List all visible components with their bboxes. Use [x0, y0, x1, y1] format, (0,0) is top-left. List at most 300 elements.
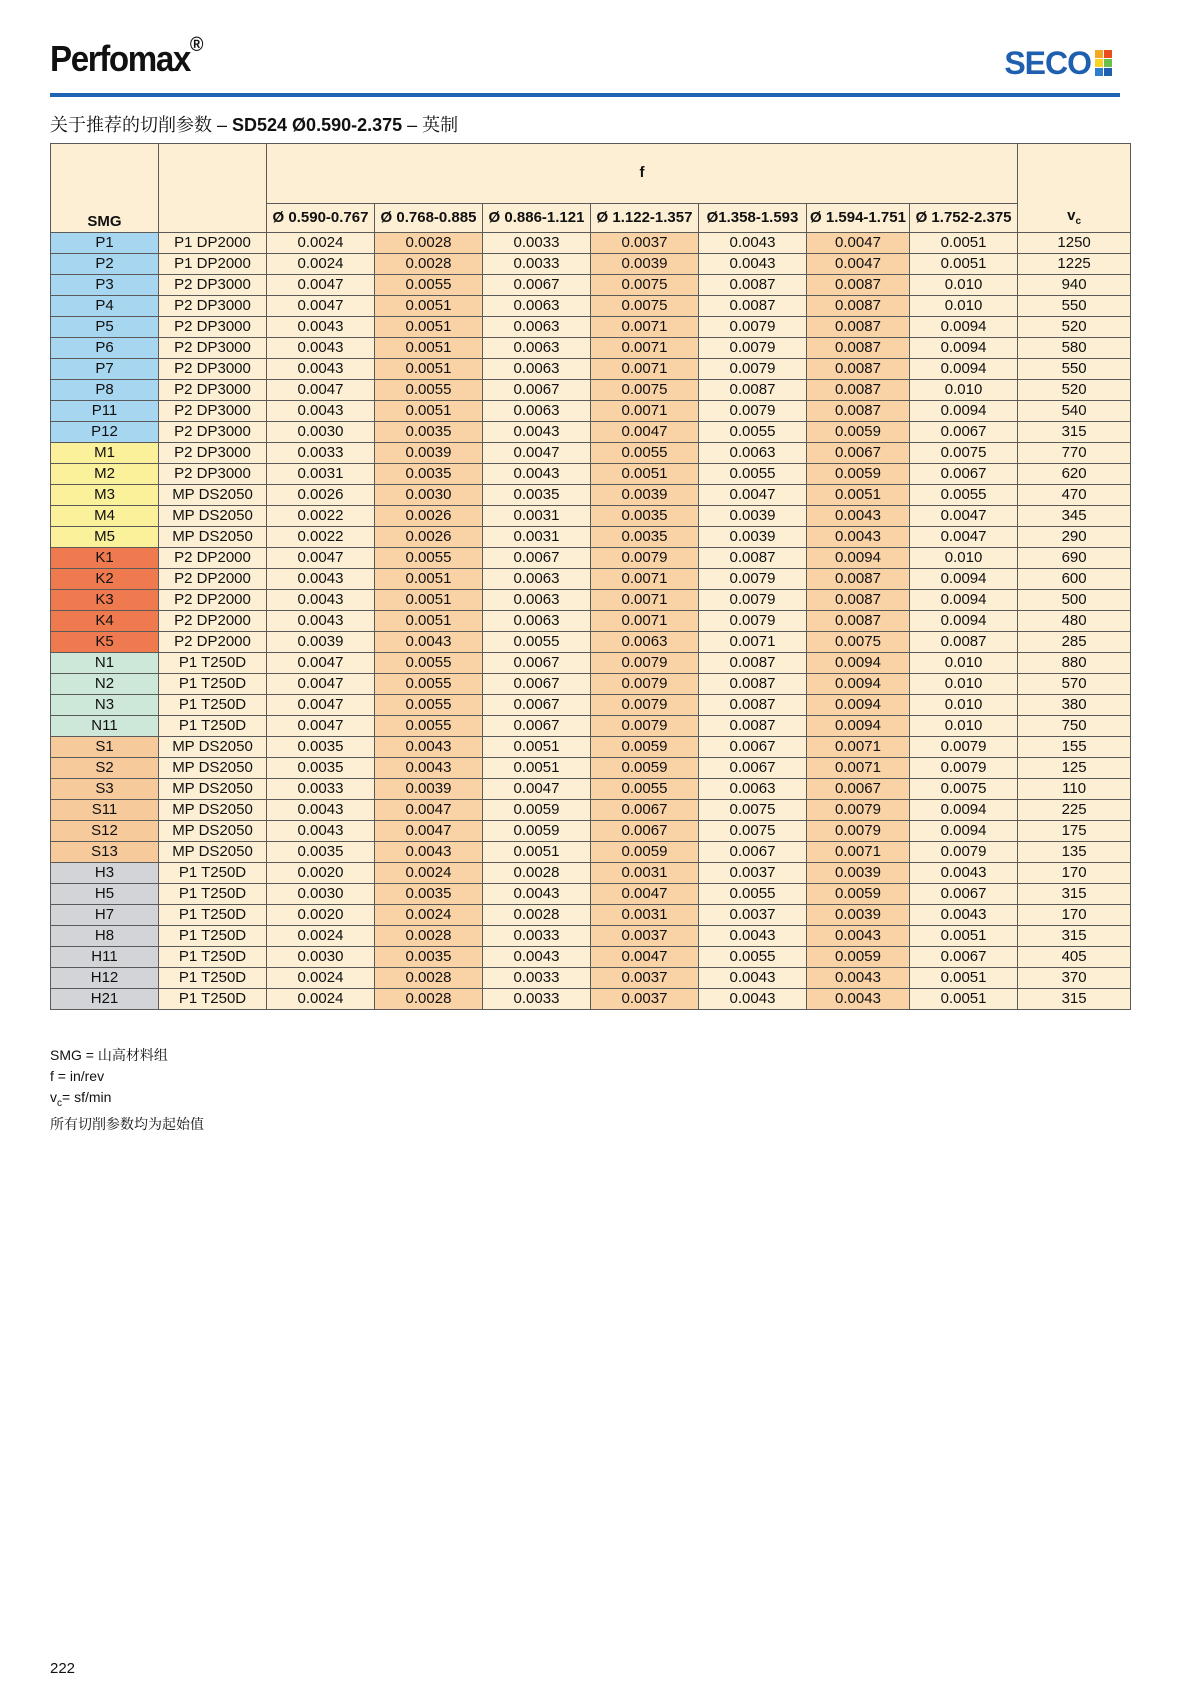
feed-cell: 0.0028 — [375, 254, 483, 275]
feed-cell: 0.0047 — [591, 947, 699, 968]
vc-cell: 550 — [1018, 296, 1131, 317]
feed-cell: 0.0039 — [591, 485, 699, 506]
feed-cell: 0.0039 — [375, 779, 483, 800]
feed-cell: 0.0059 — [591, 758, 699, 779]
feed-cell: 0.0071 — [591, 401, 699, 422]
vc-cell: 520 — [1018, 380, 1131, 401]
diameter-header: Ø 1.752-2.375 — [910, 203, 1018, 232]
feed-cell: 0.0051 — [910, 254, 1018, 275]
logo-block — [1095, 59, 1103, 67]
feed-cell: 0.0024 — [267, 989, 375, 1010]
smg-header: SMG — [51, 144, 159, 233]
feed-cell: 0.0035 — [267, 758, 375, 779]
smg-cell: K5 — [51, 632, 159, 653]
feed-cell: 0.0043 — [375, 842, 483, 863]
feed-cell: 0.0055 — [375, 653, 483, 674]
feed-cell: 0.0022 — [267, 527, 375, 548]
smg-cell: P4 — [51, 296, 159, 317]
smg-cell: P3 — [51, 275, 159, 296]
vc-cell: 175 — [1018, 821, 1131, 842]
feed-cell: 0.0079 — [699, 401, 807, 422]
feed-cell: 0.0071 — [807, 758, 910, 779]
vc-cell: 370 — [1018, 968, 1131, 989]
table-row — [51, 926, 1131, 947]
feed-cell: 0.0043 — [699, 968, 807, 989]
feed-cell: 0.0079 — [591, 548, 699, 569]
feed-cell: 0.0033 — [483, 968, 591, 989]
feed-cell: 0.0037 — [591, 968, 699, 989]
feed-cell: 0.010 — [910, 674, 1018, 695]
feed-cell: 0.0043 — [483, 464, 591, 485]
feed-cell: 0.0059 — [483, 821, 591, 842]
feed-cell: 0.0037 — [591, 926, 699, 947]
vc-cell: 580 — [1018, 338, 1131, 359]
grade-cell: P2 DP2000 — [159, 632, 267, 653]
feed-cell: 0.0075 — [699, 800, 807, 821]
grade-cell: MP DS2050 — [159, 758, 267, 779]
feed-cell: 0.0031 — [267, 464, 375, 485]
grade-cell: P2 DP2000 — [159, 548, 267, 569]
feed-cell: 0.0028 — [375, 968, 483, 989]
feed-cell: 0.0079 — [699, 338, 807, 359]
feed-cell: 0.0063 — [483, 401, 591, 422]
feed-cell: 0.0063 — [483, 611, 591, 632]
feed-cell: 0.0047 — [375, 821, 483, 842]
feed-cell: 0.0043 — [807, 926, 910, 947]
feed-cell: 0.0059 — [807, 464, 910, 485]
feed-cell: 0.0075 — [591, 380, 699, 401]
grade-cell: P1 T250D — [159, 674, 267, 695]
smg-cell: K3 — [51, 590, 159, 611]
note-smg: SMG = 山高材料组 — [50, 1047, 168, 1063]
feed-cell: 0.0026 — [375, 527, 483, 548]
diameter-header: Ø 0.886-1.121 — [483, 203, 591, 232]
vc-cell: 620 — [1018, 464, 1131, 485]
table-row — [51, 632, 1131, 653]
table-row — [51, 422, 1131, 443]
feed-cell: 0.0079 — [699, 359, 807, 380]
feed-cell: 0.0043 — [807, 527, 910, 548]
feed-cell: 0.0047 — [375, 800, 483, 821]
grade-cell: P1 T250D — [159, 989, 267, 1010]
diameter-header: Ø 0.768-0.885 — [375, 203, 483, 232]
smg-cell: N3 — [51, 695, 159, 716]
feed-cell: 0.0024 — [375, 905, 483, 926]
feed-cell: 0.0087 — [807, 569, 910, 590]
feed-cell: 0.0051 — [483, 842, 591, 863]
smg-cell: P5 — [51, 317, 159, 338]
feed-cell: 0.0039 — [699, 527, 807, 548]
feed-cell: 0.0026 — [375, 506, 483, 527]
table-row — [51, 254, 1131, 275]
grade-cell: MP DS2050 — [159, 527, 267, 548]
feed-cell: 0.0067 — [910, 464, 1018, 485]
feed-cell: 0.0043 — [267, 821, 375, 842]
smg-cell: K4 — [51, 611, 159, 632]
feed-cell: 0.0059 — [807, 422, 910, 443]
feed-cell: 0.0087 — [910, 632, 1018, 653]
header-rule — [50, 93, 1120, 97]
feed-cell: 0.0043 — [267, 401, 375, 422]
grade-cell: P1 DP2000 — [159, 233, 267, 254]
feed-cell: 0.0079 — [699, 590, 807, 611]
feed-cell: 0.0024 — [267, 233, 375, 254]
feed-cell: 0.0094 — [910, 590, 1018, 611]
feed-cell: 0.0028 — [483, 905, 591, 926]
vc-cell: 750 — [1018, 716, 1131, 737]
feed-cell: 0.0063 — [483, 296, 591, 317]
feed-cell: 0.010 — [910, 548, 1018, 569]
smg-cell: N1 — [51, 653, 159, 674]
smg-cell: H3 — [51, 863, 159, 884]
grade-cell: P2 DP2000 — [159, 569, 267, 590]
feed-cell: 0.0059 — [591, 842, 699, 863]
vc-cell: 315 — [1018, 926, 1131, 947]
grade-cell: P2 DP3000 — [159, 422, 267, 443]
feed-cell: 0.0047 — [483, 779, 591, 800]
feed-cell: 0.0043 — [267, 317, 375, 338]
grade-cell: P1 T250D — [159, 968, 267, 989]
page-header — [50, 34, 1120, 98]
feed-cell: 0.0033 — [483, 989, 591, 1010]
feed-cell: 0.0087 — [699, 296, 807, 317]
feed-cell: 0.0067 — [483, 548, 591, 569]
feed-cell: 0.0067 — [910, 422, 1018, 443]
feed-cell: 0.0047 — [267, 380, 375, 401]
feed-cell: 0.0067 — [910, 884, 1018, 905]
feed-cell: 0.0030 — [267, 884, 375, 905]
logo-text: SECO — [1004, 44, 1091, 81]
feed-cell: 0.0094 — [910, 611, 1018, 632]
feed-cell: 0.0075 — [591, 275, 699, 296]
feed-cell: 0.0055 — [699, 947, 807, 968]
feed-cell: 0.0035 — [591, 506, 699, 527]
grade-cell: P2 DP3000 — [159, 317, 267, 338]
feed-cell: 0.0037 — [699, 863, 807, 884]
smg-cell: H7 — [51, 905, 159, 926]
feed-cell: 0.0055 — [591, 779, 699, 800]
feed-cell: 0.0067 — [483, 653, 591, 674]
table-row — [51, 443, 1131, 464]
logo-color-blocks — [1095, 50, 1112, 76]
feed-cell: 0.0087 — [807, 611, 910, 632]
table-row — [51, 863, 1131, 884]
table-row — [51, 989, 1131, 1010]
feed-cell: 0.0039 — [807, 863, 910, 884]
feed-cell: 0.0043 — [910, 863, 1018, 884]
table-row — [51, 590, 1131, 611]
logo-block — [1104, 68, 1112, 76]
feed-cell: 0.0043 — [375, 737, 483, 758]
feed-cell: 0.0047 — [591, 422, 699, 443]
feed-cell: 0.0051 — [483, 737, 591, 758]
feed-cell: 0.0055 — [375, 716, 483, 737]
feed-cell: 0.0035 — [375, 947, 483, 968]
feed-cell: 0.0043 — [699, 926, 807, 947]
vc-cell: 225 — [1018, 800, 1131, 821]
feed-cell: 0.0087 — [807, 401, 910, 422]
feed-cell: 0.0047 — [267, 695, 375, 716]
feed-cell: 0.0067 — [910, 947, 1018, 968]
grade-cell: MP DS2050 — [159, 800, 267, 821]
feed-cell: 0.0071 — [591, 317, 699, 338]
table-row — [51, 653, 1131, 674]
table-row — [51, 359, 1131, 380]
table-row — [51, 401, 1131, 422]
feed-cell: 0.0047 — [910, 506, 1018, 527]
grade-header — [159, 144, 267, 233]
feed-cell: 0.0067 — [807, 779, 910, 800]
feed-cell: 0.0051 — [375, 317, 483, 338]
note-f: f = in/rev — [50, 1068, 105, 1084]
feed-cell: 0.0071 — [591, 359, 699, 380]
grade-cell: P2 DP3000 — [159, 338, 267, 359]
vc-cell: 480 — [1018, 611, 1131, 632]
vc-cell: 315 — [1018, 884, 1131, 905]
grade-cell: P1 T250D — [159, 905, 267, 926]
feed-cell: 0.0063 — [483, 338, 591, 359]
note-vc: $v_c= sf/\min$ — [50, 1089, 112, 1109]
feed-cell: 0.0087 — [699, 716, 807, 737]
feed-cell: 0.010 — [910, 380, 1018, 401]
feed-cell: 0.0037 — [699, 905, 807, 926]
grade-cell: P2 DP3000 — [159, 380, 267, 401]
vc-cell: 570 — [1018, 674, 1131, 695]
feed-cell: 0.0059 — [807, 947, 910, 968]
feed-cell: 0.0051 — [807, 485, 910, 506]
feed-cell: 0.0043 — [267, 569, 375, 590]
feed-cell: 0.0094 — [910, 317, 1018, 338]
feed-cell: 0.0075 — [910, 779, 1018, 800]
feed-cell: 0.0039 — [699, 506, 807, 527]
feed-cell: 0.0094 — [910, 359, 1018, 380]
feed-cell: 0.0035 — [591, 527, 699, 548]
table-row — [51, 800, 1131, 821]
feed-cell: 0.0059 — [807, 884, 910, 905]
grade-cell: P1 T250D — [159, 863, 267, 884]
grade-cell: P2 DP3000 — [159, 464, 267, 485]
feed-cell: 0.0079 — [699, 317, 807, 338]
smg-cell: P11 — [51, 401, 159, 422]
feed-cell: 0.0051 — [375, 401, 483, 422]
feed-cell: 0.0059 — [591, 737, 699, 758]
feed-cell: 0.0022 — [267, 506, 375, 527]
table-row — [51, 485, 1131, 506]
grade-cell: P1 T250D — [159, 947, 267, 968]
feed-cell: 0.0067 — [591, 800, 699, 821]
note-start-values: 所有切削参数均为起始值 — [50, 1115, 204, 1132]
feed-cell: 0.0031 — [591, 863, 699, 884]
feed-cell: 0.0047 — [267, 716, 375, 737]
feed-cell: 0.0063 — [483, 590, 591, 611]
grade-cell: P1 DP2000 — [159, 254, 267, 275]
grade-cell: P2 DP3000 — [159, 443, 267, 464]
smg-cell: N11 — [51, 716, 159, 737]
feed-cell: 0.0047 — [267, 548, 375, 569]
feed-cell: 0.0051 — [375, 338, 483, 359]
feed-cell: 0.0087 — [807, 275, 910, 296]
feed-cell: 0.0059 — [483, 800, 591, 821]
feed-cell: 0.0037 — [591, 233, 699, 254]
feed-cell: 0.0087 — [699, 380, 807, 401]
feed-cell: 0.0055 — [375, 674, 483, 695]
feed-cell: 0.0043 — [483, 884, 591, 905]
feed-cell: 0.0067 — [483, 674, 591, 695]
feed-cell: 0.0055 — [375, 380, 483, 401]
feed-cell: 0.0051 — [375, 569, 483, 590]
feed-cell: 0.0094 — [910, 569, 1018, 590]
feed-cell: 0.0043 — [699, 254, 807, 275]
feed-cell: 0.0020 — [267, 905, 375, 926]
vc-cell: 500 — [1018, 590, 1131, 611]
feed-cell: 0.0087 — [699, 653, 807, 674]
smg-cell: N2 — [51, 674, 159, 695]
feed-cell: 0.0079 — [910, 737, 1018, 758]
feed-cell: 0.0047 — [807, 233, 910, 254]
feed-cell: 0.0055 — [375, 275, 483, 296]
feed-cell: 0.0035 — [375, 464, 483, 485]
smg-cell: M2 — [51, 464, 159, 485]
feed-cell: 0.010 — [910, 296, 1018, 317]
vc-cell: 1225 — [1018, 254, 1131, 275]
feed-cell: 0.0043 — [699, 989, 807, 1010]
feed-cell: 0.0071 — [807, 842, 910, 863]
feed-cell: 0.0071 — [699, 632, 807, 653]
vc-cell: 940 — [1018, 275, 1131, 296]
vc-cell: 550 — [1018, 359, 1131, 380]
feed-cell: 0.0043 — [807, 968, 910, 989]
feed-cell: 0.0024 — [267, 254, 375, 275]
feed-cell: 0.0051 — [375, 296, 483, 317]
smg-cell: P6 — [51, 338, 159, 359]
vc-cell: 520 — [1018, 317, 1131, 338]
smg-cell: H21 — [51, 989, 159, 1010]
feed-cell: 0.0079 — [591, 695, 699, 716]
feed-cell: 0.0071 — [591, 611, 699, 632]
feed-cell: 0.0033 — [483, 254, 591, 275]
feed-cell: 0.0043 — [267, 338, 375, 359]
feed-cell: 0.0035 — [375, 884, 483, 905]
feed-cell: 0.0063 — [591, 632, 699, 653]
feed-cell: 0.0028 — [483, 863, 591, 884]
feed-cell: 0.0055 — [483, 632, 591, 653]
vc-cell: 540 — [1018, 401, 1131, 422]
grade-cell: P1 T250D — [159, 926, 267, 947]
grade-cell: MP DS2050 — [159, 821, 267, 842]
vc-cell: 135 — [1018, 842, 1131, 863]
footnotes — [50, 1045, 204, 1135]
feed-cell: 0.0043 — [267, 590, 375, 611]
page-number: 222 — [50, 1660, 76, 1677]
table-row — [51, 548, 1131, 569]
smg-cell: M3 — [51, 485, 159, 506]
feed-cell: 0.0035 — [267, 842, 375, 863]
table-row — [51, 464, 1131, 485]
vc-header: $v_c$ — [1018, 144, 1131, 233]
grade-cell: P2 DP3000 — [159, 296, 267, 317]
table-row — [51, 968, 1131, 989]
smg-cell: P2 — [51, 254, 159, 275]
feed-cell: 0.0075 — [591, 296, 699, 317]
feed-cell: 0.0067 — [699, 758, 807, 779]
smg-cell: M5 — [51, 527, 159, 548]
feed-cell: 0.0067 — [483, 275, 591, 296]
feed-cell: 0.0087 — [807, 590, 910, 611]
feed-cell: 0.0031 — [483, 527, 591, 548]
feed-cell: 0.0051 — [910, 926, 1018, 947]
vc-cell: 380 — [1018, 695, 1131, 716]
table-row — [51, 884, 1131, 905]
feed-cell: 0.0043 — [483, 422, 591, 443]
feed-cell: 0.0079 — [699, 611, 807, 632]
vc-cell: 155 — [1018, 737, 1131, 758]
seco-logo — [1004, 44, 1112, 81]
feed-cell: 0.0043 — [267, 611, 375, 632]
logo-block — [1095, 50, 1103, 58]
feed-cell: 0.0033 — [267, 779, 375, 800]
feed-cell: 0.0047 — [267, 653, 375, 674]
feed-cell: 0.010 — [910, 653, 1018, 674]
feed-cell: 0.0043 — [483, 947, 591, 968]
diameter-header: Ø 1.594-1.751 — [807, 203, 910, 232]
smg-cell: S1 — [51, 737, 159, 758]
feed-cell: 0.0030 — [267, 422, 375, 443]
table-row — [51, 611, 1131, 632]
logo-block — [1104, 59, 1112, 67]
table-row — [51, 506, 1131, 527]
page-subtitle: 关于推荐的切削参数 – SD524 Ø0.590-2.375 – 英制 — [50, 115, 459, 135]
table-row — [51, 233, 1131, 254]
grade-cell: P2 DP3000 — [159, 401, 267, 422]
table-row — [51, 695, 1131, 716]
feed-cell: 0.0071 — [807, 737, 910, 758]
feed-cell: 0.010 — [910, 716, 1018, 737]
feed-cell: 0.0087 — [807, 359, 910, 380]
feed-cell: 0.0026 — [267, 485, 375, 506]
vc-cell: 405 — [1018, 947, 1131, 968]
feed-cell: 0.0087 — [699, 548, 807, 569]
feed-cell: 0.0030 — [267, 947, 375, 968]
feed-cell: 0.0094 — [807, 695, 910, 716]
smg-cell: S3 — [51, 779, 159, 800]
feed-cell: 0.0024 — [375, 863, 483, 884]
table-row — [51, 674, 1131, 695]
feed-cell: 0.0094 — [910, 401, 1018, 422]
feed-cell: 0.0063 — [483, 317, 591, 338]
grade-cell: P1 T250D — [159, 695, 267, 716]
feed-cell: 0.0075 — [699, 821, 807, 842]
feed-cell: 0.0047 — [483, 443, 591, 464]
feed-cell: 0.0067 — [807, 443, 910, 464]
feed-cell: 0.0094 — [910, 800, 1018, 821]
table-row — [51, 527, 1131, 548]
smg-cell: P8 — [51, 380, 159, 401]
smg-cell: H11 — [51, 947, 159, 968]
feed-cell: 0.0039 — [267, 632, 375, 653]
feed-cell: 0.0033 — [267, 443, 375, 464]
vc-cell: 770 — [1018, 443, 1131, 464]
feed-cell: 0.0055 — [699, 422, 807, 443]
vc-cell: 880 — [1018, 653, 1131, 674]
feed-cell: 0.0020 — [267, 863, 375, 884]
feed-cell: 0.0033 — [483, 926, 591, 947]
feed-cell: 0.0055 — [375, 695, 483, 716]
feed-cell: 0.0067 — [699, 842, 807, 863]
feed-cell: 0.0031 — [591, 905, 699, 926]
grade-cell: MP DS2050 — [159, 842, 267, 863]
feed-cell: 0.0071 — [591, 338, 699, 359]
feed-cell: 0.0033 — [483, 233, 591, 254]
